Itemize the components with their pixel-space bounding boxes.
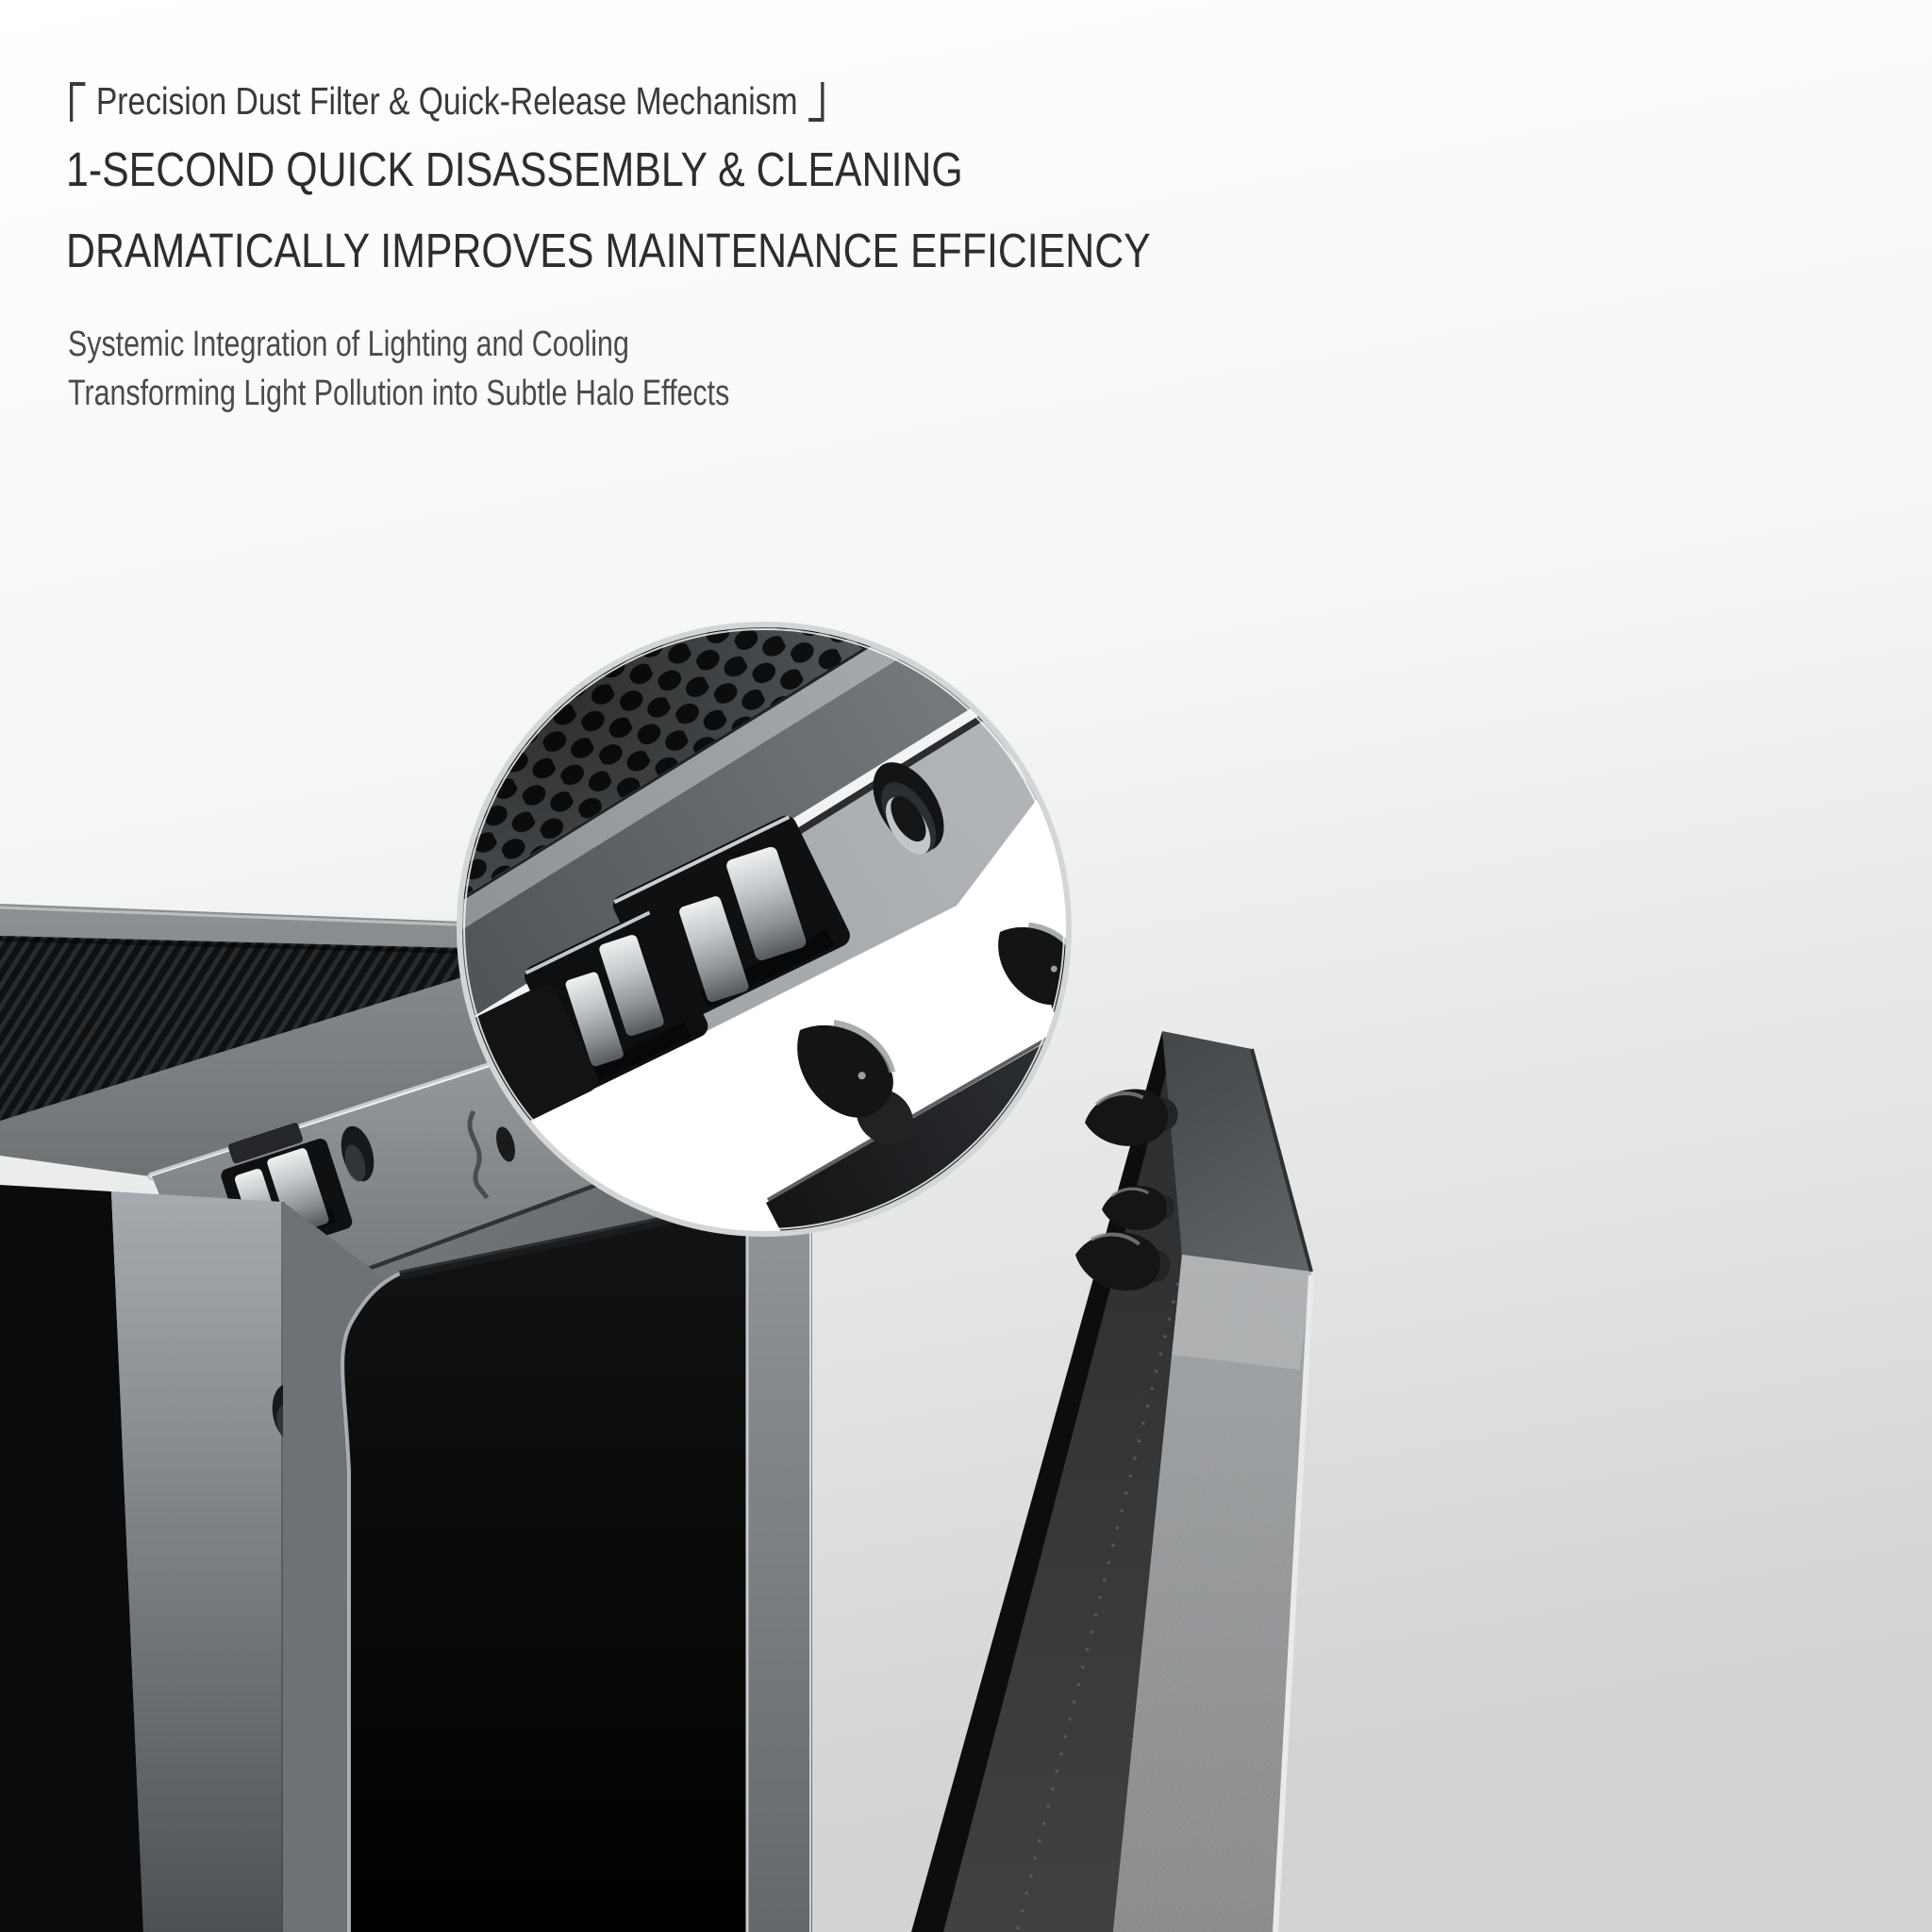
corner-bracket-close-icon — [808, 82, 824, 122]
tagline-text: Precision Dust Filter & Quick-Release Mechanism — [95, 79, 798, 123]
headline-line2: DRAMATICALLY IMPROVES MAINTENANCE EFFICIENCY — [66, 224, 1151, 277]
tagline — [70, 79, 824, 124]
headline-line1: 1-SECOND QUICK DISASSEMBLY & CLEANING — [66, 142, 963, 196]
subline-2: Transforming Light Pollution into Subtle Halo Effects — [68, 374, 730, 413]
panel-outer-sheen — [1172, 1255, 1311, 1370]
corner-bracket-open-icon — [70, 82, 85, 122]
front-right-strip — [747, 1219, 812, 1932]
subline-1: Systemic Integration of Lighting and Cooling — [68, 325, 629, 364]
front-opening — [342, 1208, 747, 1932]
